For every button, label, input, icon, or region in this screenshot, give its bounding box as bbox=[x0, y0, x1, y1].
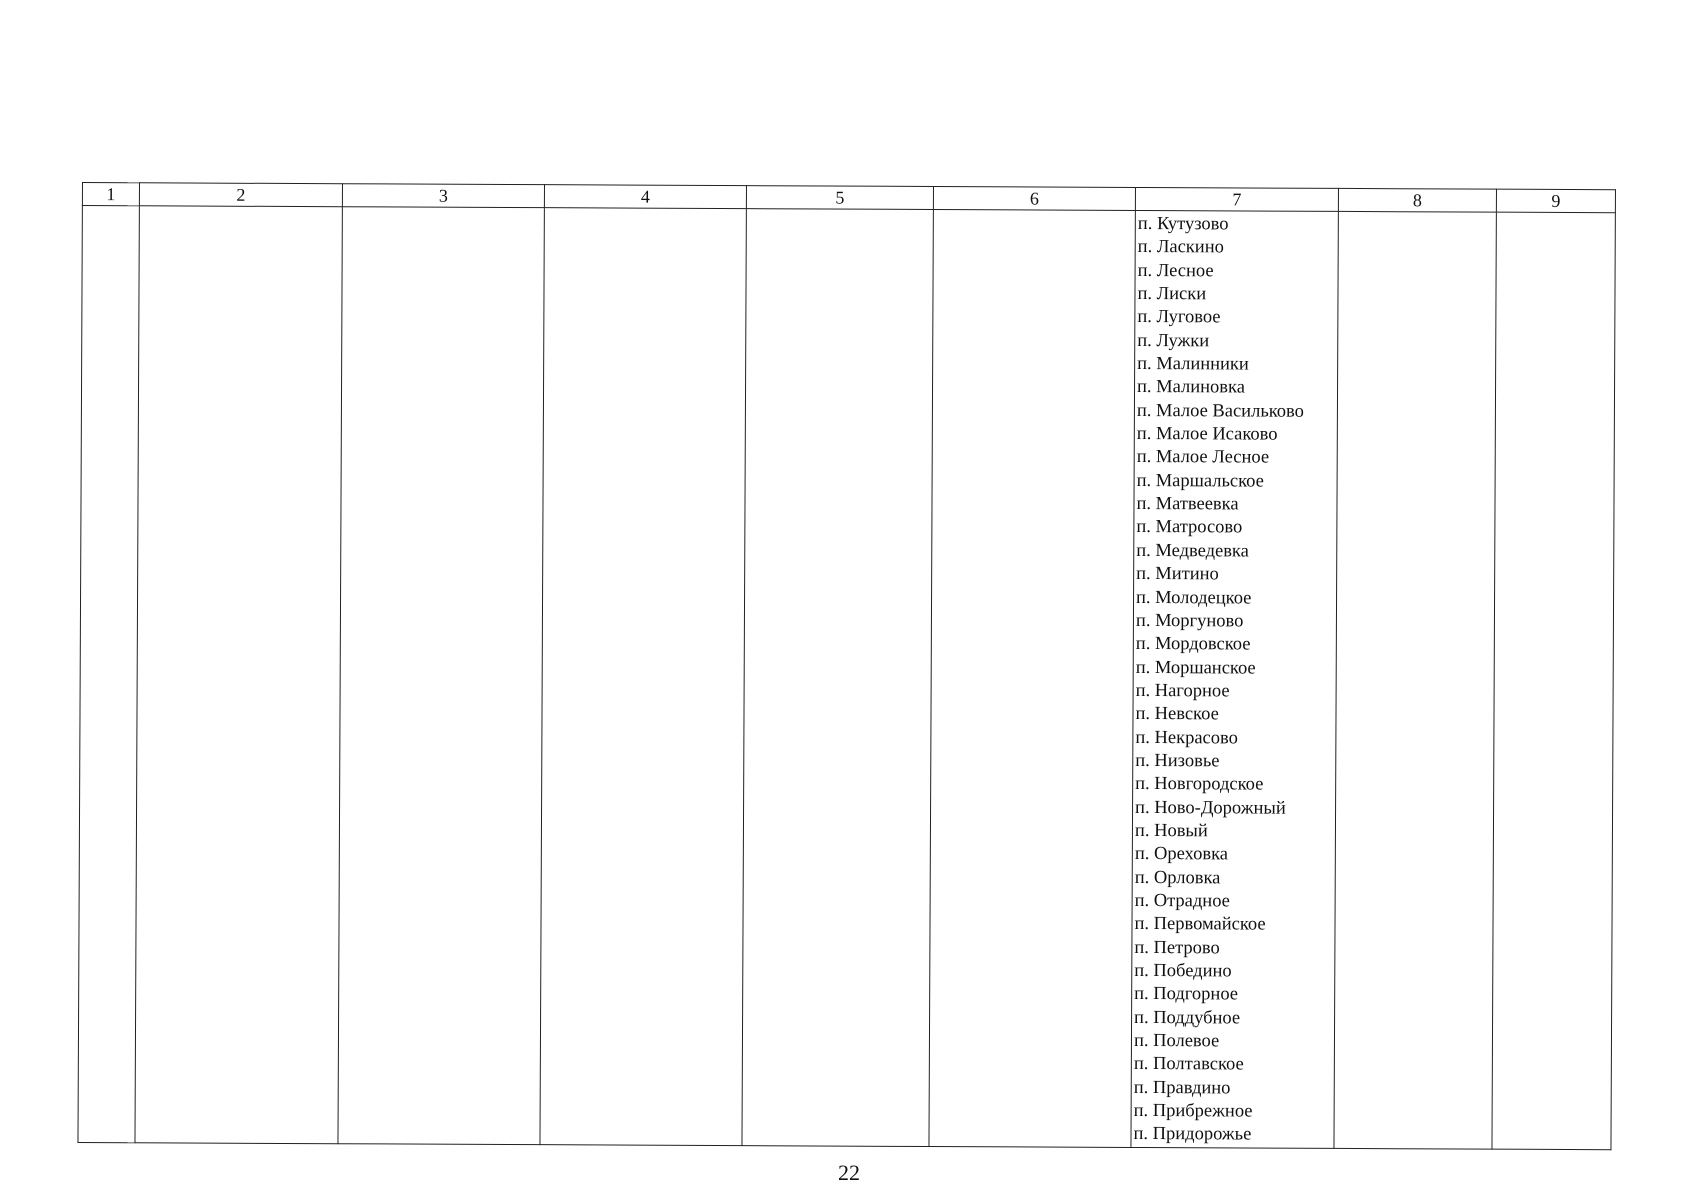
list-item: п. Ореховка bbox=[1134, 844, 1229, 865]
column-header-8: 8 bbox=[1338, 188, 1496, 212]
list-item: п. Лесное bbox=[1137, 260, 1214, 282]
table-cell-col-4 bbox=[540, 208, 746, 1146]
list-item: п. Моргуново bbox=[1135, 610, 1244, 632]
list-item: п. Полевое bbox=[1133, 1030, 1220, 1052]
settlements-table bbox=[77, 182, 1616, 1150]
table-cell-col-8 bbox=[1334, 211, 1496, 1148]
list-item: п. Матросово bbox=[1136, 517, 1243, 538]
list-item: п. Малое Исаково bbox=[1136, 424, 1278, 445]
list-item: п. Орловка bbox=[1134, 867, 1221, 888]
table-row bbox=[78, 206, 1615, 1150]
list-item: п. Некрасово bbox=[1135, 727, 1238, 749]
list-item: п. Лиски bbox=[1137, 284, 1207, 305]
list-item: п. Мордовское bbox=[1135, 634, 1251, 655]
list-item: п. Невское bbox=[1135, 704, 1219, 725]
column-header-9: 9 bbox=[1496, 189, 1615, 213]
settlement-list bbox=[1131, 211, 1337, 1148]
list-item: п. Ласкино bbox=[1137, 237, 1224, 258]
list-item: п. Низовье bbox=[1135, 750, 1220, 772]
list-item: п. Отрадное bbox=[1134, 890, 1230, 912]
list-item: п. Малинники bbox=[1137, 354, 1249, 375]
list-item: п. Подгорное bbox=[1134, 984, 1239, 1005]
page-number: 22 bbox=[838, 1160, 860, 1185]
list-item: п. Малиновка bbox=[1136, 377, 1246, 398]
column-header-7: 7 bbox=[1135, 187, 1338, 211]
list-item: п. Луговое bbox=[1137, 307, 1221, 328]
list-item: п. Моршанское bbox=[1135, 657, 1256, 679]
list-item: п. Маршальское bbox=[1136, 470, 1264, 492]
table-cell-col-9 bbox=[1492, 212, 1615, 1149]
list-item: п. Первомайское bbox=[1134, 914, 1266, 935]
list-item: п. Нагорное bbox=[1135, 680, 1230, 702]
list-item: п. Победино bbox=[1134, 960, 1232, 982]
column-header-4: 4 bbox=[544, 185, 746, 209]
list-item: п. Медведевка bbox=[1136, 540, 1249, 562]
column-header-3: 3 bbox=[342, 184, 544, 208]
list-item: п. Полтавское bbox=[1133, 1054, 1244, 1075]
list-item: п. Поддубное bbox=[1134, 1007, 1241, 1029]
list-item: п. Малое Лесное bbox=[1136, 447, 1270, 469]
table-cell-col-5 bbox=[742, 209, 933, 1147]
table-cell-col-7 bbox=[1131, 210, 1338, 1148]
list-item: п. Петрово bbox=[1134, 937, 1220, 959]
list-item: п. Ново-Дорожный bbox=[1135, 797, 1286, 819]
table-cell-col-3 bbox=[338, 207, 544, 1145]
list-item: п. Новый bbox=[1134, 820, 1208, 842]
list-item: п. Кутузово bbox=[1137, 213, 1229, 235]
list-item: п. Малое Васильково bbox=[1136, 400, 1304, 422]
list-item: п. Лужки bbox=[1137, 330, 1210, 352]
list-item: п. Молодецкое bbox=[1136, 587, 1252, 609]
column-header-2: 2 bbox=[139, 183, 342, 207]
column-header-5: 5 bbox=[746, 186, 933, 210]
list-item: п. Матвеевка bbox=[1136, 494, 1239, 515]
list-item: п. Новгородское bbox=[1135, 774, 1264, 795]
list-item: п. Правдино bbox=[1133, 1077, 1231, 1099]
list-item: п. Митино bbox=[1136, 564, 1219, 585]
list-item: п. Придорожье bbox=[1133, 1124, 1252, 1145]
column-header-1: 1 bbox=[82, 183, 139, 206]
column-header-6: 6 bbox=[933, 187, 1135, 211]
table-cell-col-6 bbox=[929, 210, 1135, 1148]
list-item: п. Прибрежное bbox=[1133, 1101, 1253, 1122]
table-cell-col-2 bbox=[135, 206, 342, 1144]
table-cell-col-1 bbox=[78, 206, 139, 1143]
